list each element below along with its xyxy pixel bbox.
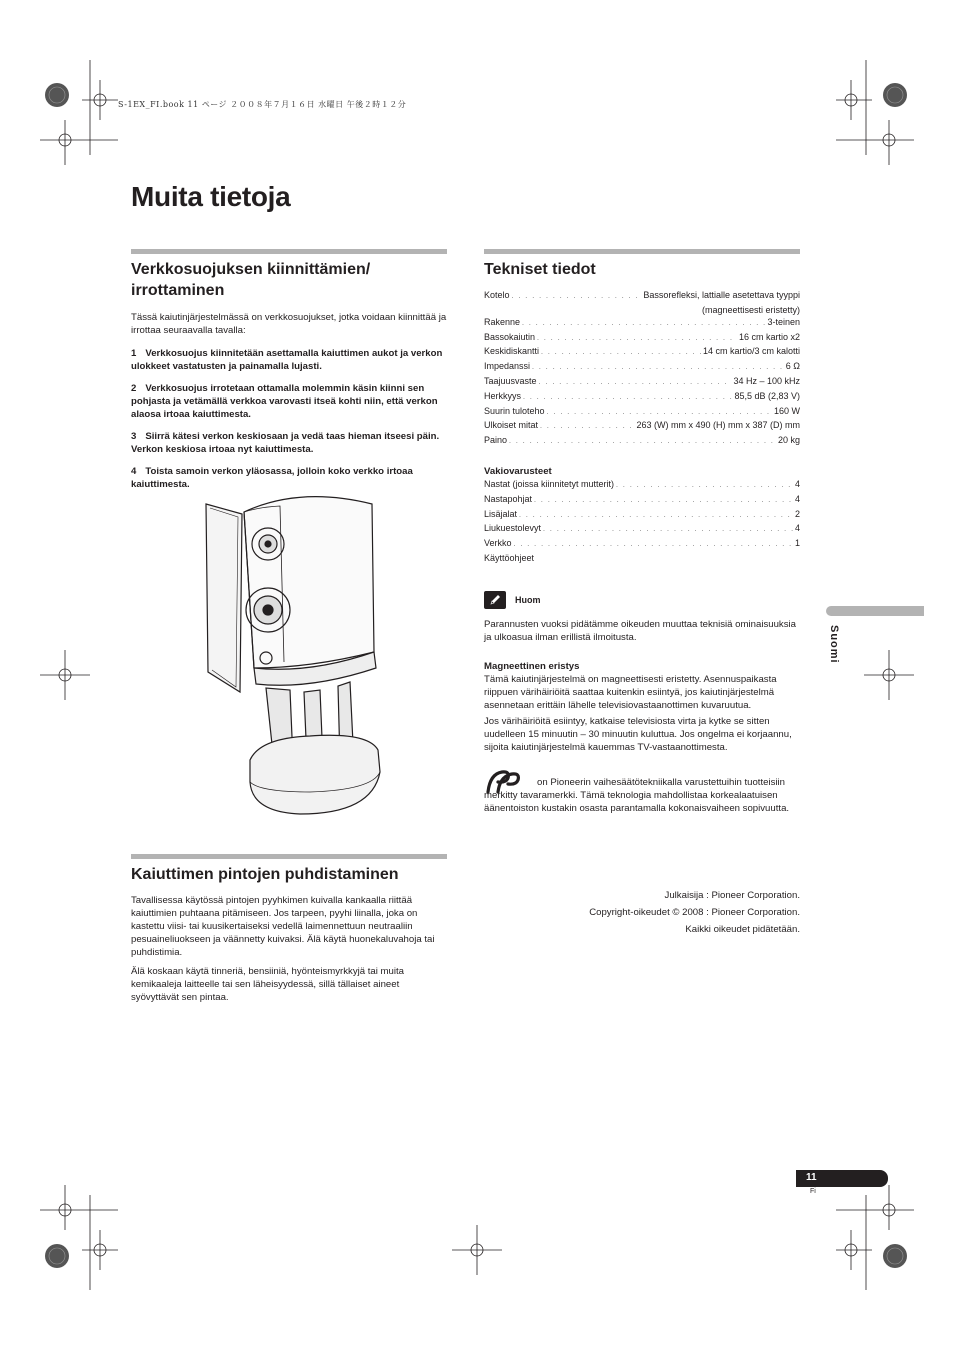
page-number: 11 <box>806 1172 817 1183</box>
cleaning-body <box>131 894 447 1004</box>
grille-intro <box>131 311 447 337</box>
spec-row <box>484 289 800 304</box>
spec-key: Kotelo <box>484 290 510 300</box>
copyright-line: Copyright-oikeudet © 2008 : Pioneer Corporation. <box>589 906 800 918</box>
step-number: 2 <box>131 383 137 394</box>
spec-value: 34 Hz – 100 kHz <box>733 375 800 386</box>
accessory-count: 4 <box>794 478 800 489</box>
step-number: 4 <box>131 466 137 477</box>
accessories-list <box>484 478 800 565</box>
step-4 <box>131 465 447 491</box>
accessory-name: Lisäjalat <box>484 508 518 519</box>
steps-list <box>131 347 447 491</box>
spec-row <box>484 316 800 331</box>
spec-value: 160 W <box>773 405 800 416</box>
step-number: 3 <box>131 431 137 442</box>
accessory-name: Verkko <box>484 538 512 549</box>
section-divider <box>131 854 447 859</box>
accessory-count: 1 <box>794 538 800 549</box>
spec-row <box>484 345 800 360</box>
spec-value: 20 kg <box>777 435 800 446</box>
spec-row <box>484 405 800 420</box>
publisher-line: Julkaisija : Pioneer Corporation. <box>664 889 800 901</box>
credits <box>484 887 800 938</box>
accessory-count: 2 <box>794 508 800 519</box>
spec-key: Rakenne <box>484 316 521 327</box>
page-title: Muita tietoja <box>131 181 291 212</box>
spec-row <box>484 434 800 449</box>
note-text: Parannusten vuoksi pidätämme oikeuden muuttaa teknisiä ominaisuuksia ja ulkoasua ilman erillistä ilmoitusta. <box>484 618 796 643</box>
step-text: Toista samoin verkon yläosassa, jolloin koko verkko irtoaa kaiuttimesta. <box>131 466 413 490</box>
spec-subnote: (magneettisesti eristetty) <box>701 304 800 315</box>
spec-value: 16 cm kartio x2 <box>738 331 800 342</box>
phase-control-text <box>484 776 800 815</box>
spec-row <box>484 390 800 405</box>
magnetic-body <box>484 673 800 754</box>
step-number: 1 <box>131 348 137 359</box>
magnetic-title: Magneettinen eristys <box>484 660 580 672</box>
cleaning-section <box>131 854 447 1010</box>
accessory-name: Käyttöohjeet <box>484 552 535 563</box>
step-2 <box>131 382 447 421</box>
step-text: Verkkosuojus irrotetaan ottamalla molemmin käsin kiinni sen pohjasta ja vetämällä verkkoa varovasti itseä kohti niin, että verkon alaosa irtoaa kaiuttimesta. <box>131 383 438 420</box>
accessory-name: Nastapohjat <box>484 493 533 504</box>
spec-value: 14 cm kartio/3 cm kalotti <box>702 346 800 357</box>
note-box <box>484 591 800 609</box>
accessory-name: Liukuestolevyt <box>484 523 542 534</box>
accessory-count: 4 <box>794 493 800 504</box>
accessory-count: 4 <box>794 523 800 534</box>
intro-paragraph: Tässä kaiutinjärjestelmässä on verkkosuojukset, jotka voidaan kiinnittää ja irrottaa seuraavalla tavalla: <box>131 312 447 336</box>
specs-table <box>484 289 800 449</box>
page-number-badge <box>796 1170 888 1187</box>
section-title-specs: Tekniset tiedot <box>484 261 596 278</box>
accessory-row <box>484 478 800 493</box>
spec-value: Bassorefleksi, lattialle asetettava tyyppi <box>643 290 800 300</box>
step-text: Verkkosuojus kiinnitetään asettamalla kaiuttimen aukot ja verkon ulokkeet vastatusten ja painamalla lujasti. <box>131 348 443 372</box>
phase-control-block <box>484 776 800 815</box>
phase-control-logo-icon <box>484 768 522 794</box>
accessory-row <box>484 493 800 508</box>
spec-value: 85,5 dB (2,83 V) <box>734 390 800 401</box>
spec-row <box>484 419 800 434</box>
magnetic-paragraph-2: Jos värihäiriöitä esiintyy, katkaise televisiosta virta ja kytke se sitten uudelleen 15 minuutin – 30 minuutin kuluttua. Jos ongelma ei korjaannu, sijoita kaiutinjärjestelmä kauemmas TV-vastaanottimesta. <box>484 715 792 753</box>
note-body <box>484 618 800 644</box>
spec-key: Bassokaiutin <box>484 331 536 342</box>
rights-line: Kaikki oikeudet pidätetään. <box>685 923 800 935</box>
spec-key: Herkkyys <box>484 390 522 401</box>
section-divider <box>484 249 800 254</box>
left-column <box>131 249 447 500</box>
note-label: Huom <box>515 594 541 605</box>
language-tab <box>826 606 924 616</box>
spec-row <box>484 331 800 346</box>
accessory-row <box>484 522 800 537</box>
step-1 <box>131 347 447 373</box>
spec-key: Keskidiskantti <box>484 346 540 357</box>
spec-key: Impedanssi <box>484 361 531 372</box>
step-text: Siirrä kätesi verkon keskiosaan ja vedä taas hieman itseesi päin. Verkon keskiosa irtoaa nyt kaiuttimesta. <box>131 431 440 455</box>
right-column <box>484 249 800 938</box>
section-title-grille <box>131 259 447 301</box>
magnetic-paragraph-1: Tämä kaiutinjärjestelmä on magneettisesti eristetty. Asennuspaikasta riippuen värihäiriöitä saattaa kuitenkin esiintyä, jos kaiutinjärjestelmä asennetaan erittäin lähelle televisiovastaanottimen kuvaruutua. <box>484 673 777 711</box>
accessory-row <box>484 537 800 552</box>
accessories-title: Vakiovarusteet <box>484 465 552 477</box>
spec-key: Ulkoiset mitat <box>484 420 539 431</box>
spec-value: 263 (W) mm x 490 (H) mm x 387 (D) mm <box>636 420 800 431</box>
file-info-header: S-1EX_FI.book 11 ページ ２００８年７月１６日 水曜日 午後２時１２分 <box>118 100 407 109</box>
spec-row <box>484 360 800 375</box>
cleaning-paragraph-2: Älä koskaan käytä tinneriä, bensiiniä, hyönteismyrkkyjä tai muita kemikaaleja laitteelle tai sen läheisyydessä, sillä tällaiset aineet syövyttävät sen pintaa. <box>131 966 405 1003</box>
section-title-cleaning: Kaiuttimen pintojen puhdistaminen <box>131 866 399 883</box>
section-title-line2: irrottaminen <box>131 282 225 299</box>
speaker-grille-illustration <box>200 492 385 824</box>
page-language-code: Fi <box>810 1188 816 1195</box>
accessory-row <box>484 508 800 523</box>
spec-key: Paino <box>484 435 508 446</box>
spec-key: Suurin tuloteho <box>484 405 545 416</box>
section-title-line1: Verkkosuojuksen kiinnittämien/ <box>131 261 371 278</box>
spec-value: 3-teinen <box>767 316 800 327</box>
pencil-note-icon <box>484 591 506 609</box>
spec-key: Taajuusvaste <box>484 375 537 386</box>
phase-control-description: on Pioneerin vaihesäätötekniikalla varustettuihin tuotteisiin merkitty tavaramerkki. Tämä teknologia mahdollistaa korkealaatuisen äänentoiston kustakin osasta parantamalla kokonaisvaiheen sopivuutta. <box>484 776 790 814</box>
accessory-name: Nastat (joissa kiinnitetyt mutterit) <box>484 478 615 489</box>
accessory-row <box>484 552 800 565</box>
section-divider <box>131 249 447 254</box>
step-3 <box>131 430 447 456</box>
spec-row <box>484 375 800 390</box>
language-tab-label: Suomi <box>828 625 840 664</box>
cleaning-paragraph-1: Tavallisessa käytössä pintojen pyyhkimen kuivalla kankaalla riittää kaiuttimien puhtaana pitämiseen. Jos tarpeen, pyyhi liinalla, joka on kastettu viisi- tai kuusikertaiseksi vedellä laimennettuun neutraaliin pesuaineliuokseen ja väännetty kuivaksi. Älä käytä huonekaluvahoja tai puhdistimia. <box>131 895 435 958</box>
spec-value: 6 Ω <box>785 361 800 372</box>
